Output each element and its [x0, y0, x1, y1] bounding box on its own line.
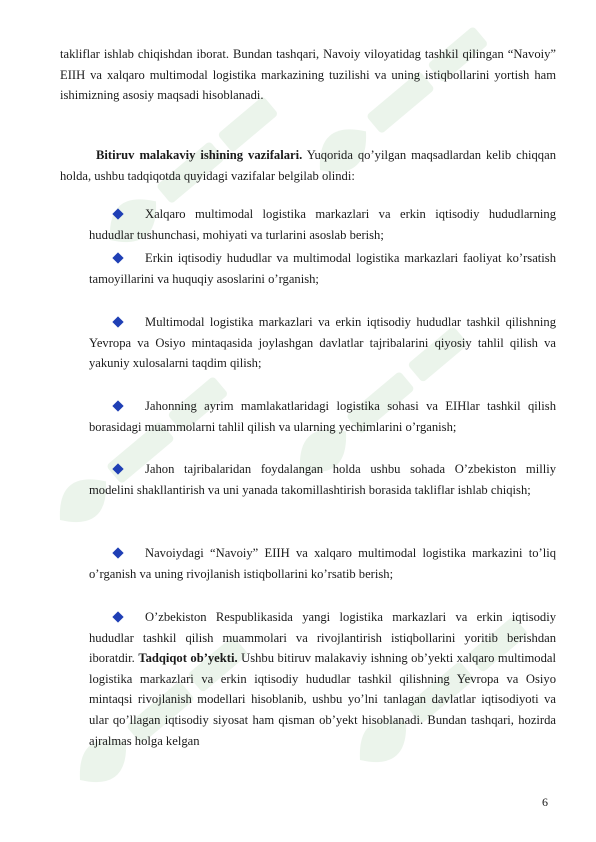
tasks-paragraph [60, 145, 556, 186]
object-text: Ushbu bitiruv malakaviy ishning ob’yekti xalqaro multimodal logistika markazlari va erkin iqtisodiy hududlar tashkil qilishning Yevropa va Osiyo mintaqsi rivojlanish modellari hisoblanib, ushbu yo’lni tanlagan davlatlar iqtisodiyoti va ular qo’llagan iqtisodiy siyosat ham qisman ob’yekt hisoblanadi. Bundan tashqari, hozirda ajralmas holga kelgan [89, 651, 556, 748]
last-item-text: O’zbekiston Respublikasida yangi logistika markazlari va erkin iqtisodiy hududlar tashkil qilish muammolari va rivojlantirish istiqbollarini yoritib berishdan iboratdir. [89, 610, 556, 666]
intro-paragraph: takliflar ishlab chiqishdan iborat. Bundan tashqari, Navoiy viloyatidag tashkil qilingan “Navoiy” EIIH va xalqaro multimodal logistika markazining tuzilishi va uning istiqbollarini yortish ham ishimizning asosiy maqsadi hisoblanadi. [60, 47, 556, 103]
list-item: Erkin iqtisodiy hududlar va multimodal logistika markazlari faoliyat ko’rsatish tamoyillarini va huquqiy asoslarini o’rganish; [89, 251, 556, 286]
list-item: Xalqaro multimodal logistika markazlari va erkin iqtisodiy hududlarning hududlar tushunchasi, mohiyati va turlarini asoslab berish; [89, 207, 556, 242]
list-item-last [89, 607, 556, 751]
list-item: Jahon tajribalaridan foydalangan holda ushbu sohada O’zbekiston milliy modelini shakllantirish va uni yanada takomillashtirish borasida takliflar ishlab chiqish; [89, 462, 556, 497]
list-item: Navoiydagi “Navoiy” EIIH va xalqaro multimodal logistika markazini to’liq o’rganish va uning rivojlanish istiqbollarini ko’rsatib berish; [89, 546, 556, 581]
object-heading: Tadqiqot ob’yekti. [138, 651, 238, 666]
page-number: 6 [542, 795, 548, 809]
tasks-text: Yuqorida qo’yilgan maqsadlardan kelib chiqqan holda, ushbu tadqiqotda quyidagi vazifalar belgilab olindi: [60, 148, 556, 183]
tasks-heading: Bitiruv malakaviy ishining vazifalari. [96, 148, 303, 162]
list-item: Jahonning ayrim mamlakatlaridagi logistika sohasi va EIHlar tashkil qilish borasidagi muammolarni tahlil qilish va ularning yechimlarini o’rganish; [89, 399, 556, 434]
list-item: Multimodal logistika markazlari va erkin iqtisodiy hududlar tashkil qilishning Yevropa va Osiyo mintaqasida joylashgan davlatlar tajribalarini qiyosiy tahlil qilish va yakuniy xulosalarni taqdim qilish; [89, 315, 556, 371]
